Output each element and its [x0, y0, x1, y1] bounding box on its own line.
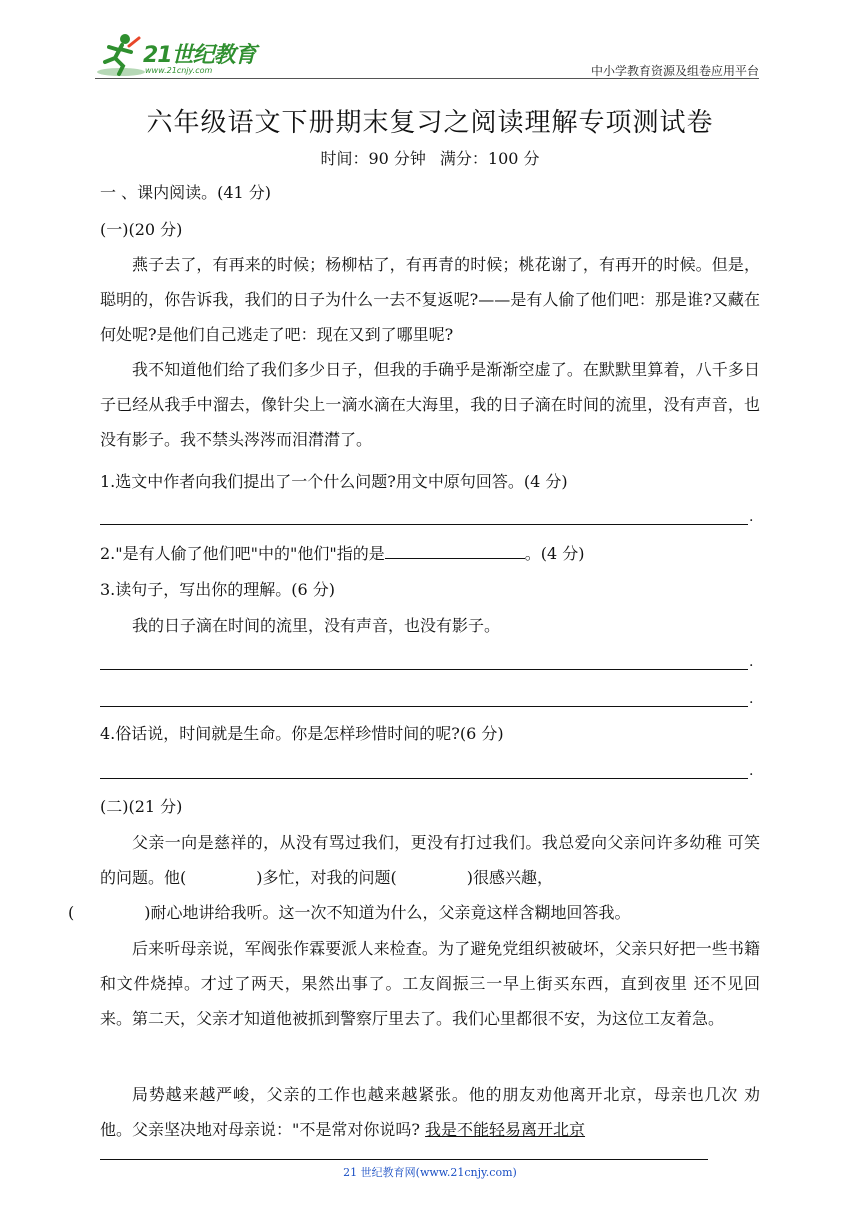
question-3: 3.读句子，写出你的理解。(6 分) [100, 580, 336, 599]
question-1: 1.选文中作者向我们提出了一个什么问题?用文中原句回答。(4 分) [100, 472, 568, 491]
question-2-score: 。(4 分) [524, 544, 585, 563]
question-4: 4.俗话说，时间就是生命。你是怎样珍惜时间的呢?(6 分) [100, 724, 504, 743]
answer-end-mark: . [749, 654, 754, 670]
paragraph-text: 父亲一向是慈祥的，从没有骂过我们，更没有打过我们。我总爱向父亲问许多幼稚 可笑的问题。他( [100, 833, 760, 887]
logo-text: 21世纪教育 [143, 43, 256, 68]
part-label: (二)(21 分) [100, 797, 183, 816]
platform-name: 中小学教育资源及组卷应用平台 [590, 64, 759, 78]
logo-url: www.21cnjy.com [145, 66, 213, 75]
exam-meta [0, 146, 860, 169]
answer-line[interactable] [100, 706, 748, 707]
runner-icon [95, 32, 147, 78]
fill-blank[interactable] [385, 542, 525, 559]
header-divider [95, 78, 759, 79]
passage-paragraph: 我不知道他们给了我们多少日子，但我的手确乎是渐渐空虚了。在默默里算着，八千多日子已经从我手中溜去，像针尖上一滴水滴在大海里，我的日子滴在时间的流里，没有声音，也没有影子。我不禁头涔涔而泪潸潸了。 [100, 360, 760, 449]
paragraph-text: )很感兴趣， [466, 868, 553, 887]
passage-paragraph: 燕子去了，有再来的时候；杨柳枯了，有再青的时候；桃花谢了，有再开的时候。但是，聪明的，你告诉我，我们的日子为什么一去不复返呢?——是有人偷了他们吧：那是谁?又藏在何处呢?是他们自己逃走了吧：现在又到了哪里呢? [100, 255, 760, 344]
paragraph-text: )多忙，对我的问题( [256, 868, 397, 887]
answer-line[interactable] [100, 669, 748, 670]
site-logo[interactable] [95, 32, 265, 78]
page-header [95, 30, 759, 80]
question-2 [100, 542, 760, 566]
passage-paragraph [100, 1077, 760, 1147]
answer-line[interactable] [100, 778, 748, 779]
section-heading: 一 、课内阅读。(41 分) [100, 183, 272, 202]
full-score: 满分：100 分 [439, 149, 540, 168]
answer-line[interactable] [100, 524, 748, 525]
footer-divider [100, 1159, 708, 1160]
answer-end-mark: . [749, 509, 754, 525]
paragraph-text: )耐心地讲给我听。这一次不知道为什么，父亲竟这样含糊地回答我。 [144, 903, 631, 922]
answer-end-mark: . [749, 763, 754, 779]
passage-paragraph: 后来听母亲说，军阀张作霖要派人来检查。为了避免党组织被破坏，父亲只好把一些书籍和文件烧掉。才过了两天，果然出事了。工友阎振三一早上街买东西，直到夜里 还不见回来。第二天，父亲才知道他被抓到警察厅里去了。我们心里都很不安，为这位工友着急。 [100, 939, 760, 1028]
quoted-sentence: 我的日子滴在时间的流里，没有声音，也没有影子。 [132, 616, 501, 635]
question-2-text: 2."是有人偷了他们吧"中的"他们"指的是 [100, 544, 385, 563]
answer-end-mark: . [749, 691, 754, 707]
page-title: 六年级语文下册期末复习之阅读理解专项测试卷 [146, 108, 714, 138]
time-limit: 时间：90 分钟 [320, 149, 426, 168]
paragraph-text: ( [68, 903, 75, 922]
paragraph-text: 局势越来越严峻，父亲的工作也越来越紧张。他的朋友劝他离开北京，母亲也几次 劝他。父亲坚决地对母亲说："不是常对你说吗? [100, 1085, 760, 1139]
underlined-sentence: 我是不能轻易离开北京 [425, 1120, 586, 1139]
page-footer[interactable]: 21 世纪教育网(www.21cnjy.com) [343, 1166, 517, 1179]
part-label: (一)(20 分) [100, 220, 183, 239]
passage-paragraph [68, 825, 760, 930]
